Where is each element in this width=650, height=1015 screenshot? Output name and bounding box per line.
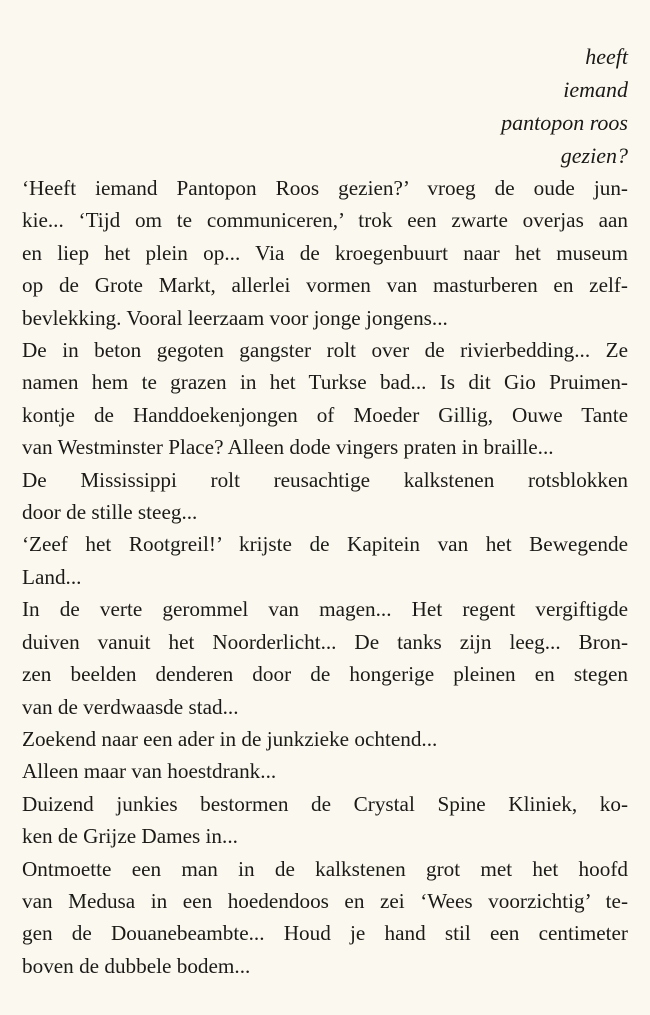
paragraph (22, 464, 628, 529)
text-line: van Medusa in een hoedendoos en zei ‘Wees voorzichtig’ te- (22, 888, 628, 913)
body-text (22, 172, 628, 982)
chapter-heading (501, 40, 628, 172)
paragraph (22, 723, 628, 755)
text-line: Land... (22, 564, 82, 589)
text-line: zen beelden denderen door de hongerige pleinen en stegen (22, 662, 628, 687)
paragraph (22, 788, 628, 853)
text-line: ken de Grijze Dames in... (22, 824, 238, 849)
text-line: gen de Douanebeambte... Houd je hand stil een centimeter (22, 921, 628, 946)
paragraph (22, 853, 628, 983)
text-line: en liep het plein op... Via de kroegenbuurt naar het museum (22, 240, 628, 265)
heading-line: pantopon roos (501, 110, 628, 135)
text-line: van de verdwaasde stad... (22, 694, 239, 719)
text-line: In de verte gerommel van magen... Het regent vergiftigde (22, 597, 628, 622)
paragraph (22, 172, 628, 334)
text-line: ‘Heeft iemand Pantopon Roos gezien?’ vroeg de oude jun- (22, 176, 628, 200)
text-line: duiven vanuit het Noorderlicht... De tanks zijn leeg... Bron- (22, 629, 628, 654)
heading-line: heeft (585, 44, 628, 69)
text-line: Duizend junkies bestormen de Crystal Spine Kliniek, ko- (22, 791, 628, 816)
text-line: Alleen maar van hoestdrank... (22, 759, 277, 784)
text-line: kie... ‘Tijd om te communiceren,’ trok een zwarte overjas aan (22, 208, 628, 233)
paragraph (22, 593, 628, 723)
text-line: van Westminster Place? Alleen dode vingers praten in braille... (22, 435, 554, 460)
text-line: De in beton gegoten gangster rolt over de rivierbedding... Ze (22, 338, 628, 363)
text-line: Ontmoette een man in de kalkstenen grot met het hoofd (22, 856, 628, 881)
text-line: door de stille steeg... (22, 500, 198, 525)
text-line: Zoekend naar een ader in de junkzieke ochtend... (22, 726, 438, 751)
text-line: op de Grote Markt, allerlei vormen van masturberen en zelf- (22, 273, 628, 298)
heading-line: iemand (563, 77, 628, 102)
text-line: kontje de Handdoekenjongen of Moeder Gillig, Ouwe Tante (22, 402, 628, 427)
text-line: bevlekking. Vooral leerzaam voor jonge jongens... (22, 305, 448, 330)
text-line: ‘Zeef het Rootgreil!’ krijste de Kapitein van het Bewegende (22, 532, 628, 557)
text-line: boven de dubbele bodem... (22, 953, 251, 978)
paragraph (22, 528, 628, 593)
paragraph (22, 755, 628, 787)
text-line: namen hem te grazen in het Turkse bad... Is dit Gio Pruimen- (22, 370, 628, 395)
paragraph (22, 334, 628, 464)
text-line: De Mississippi rolt reusachtige kalkstenen rotsblokken (22, 467, 628, 492)
heading-line: gezien? (560, 143, 628, 168)
